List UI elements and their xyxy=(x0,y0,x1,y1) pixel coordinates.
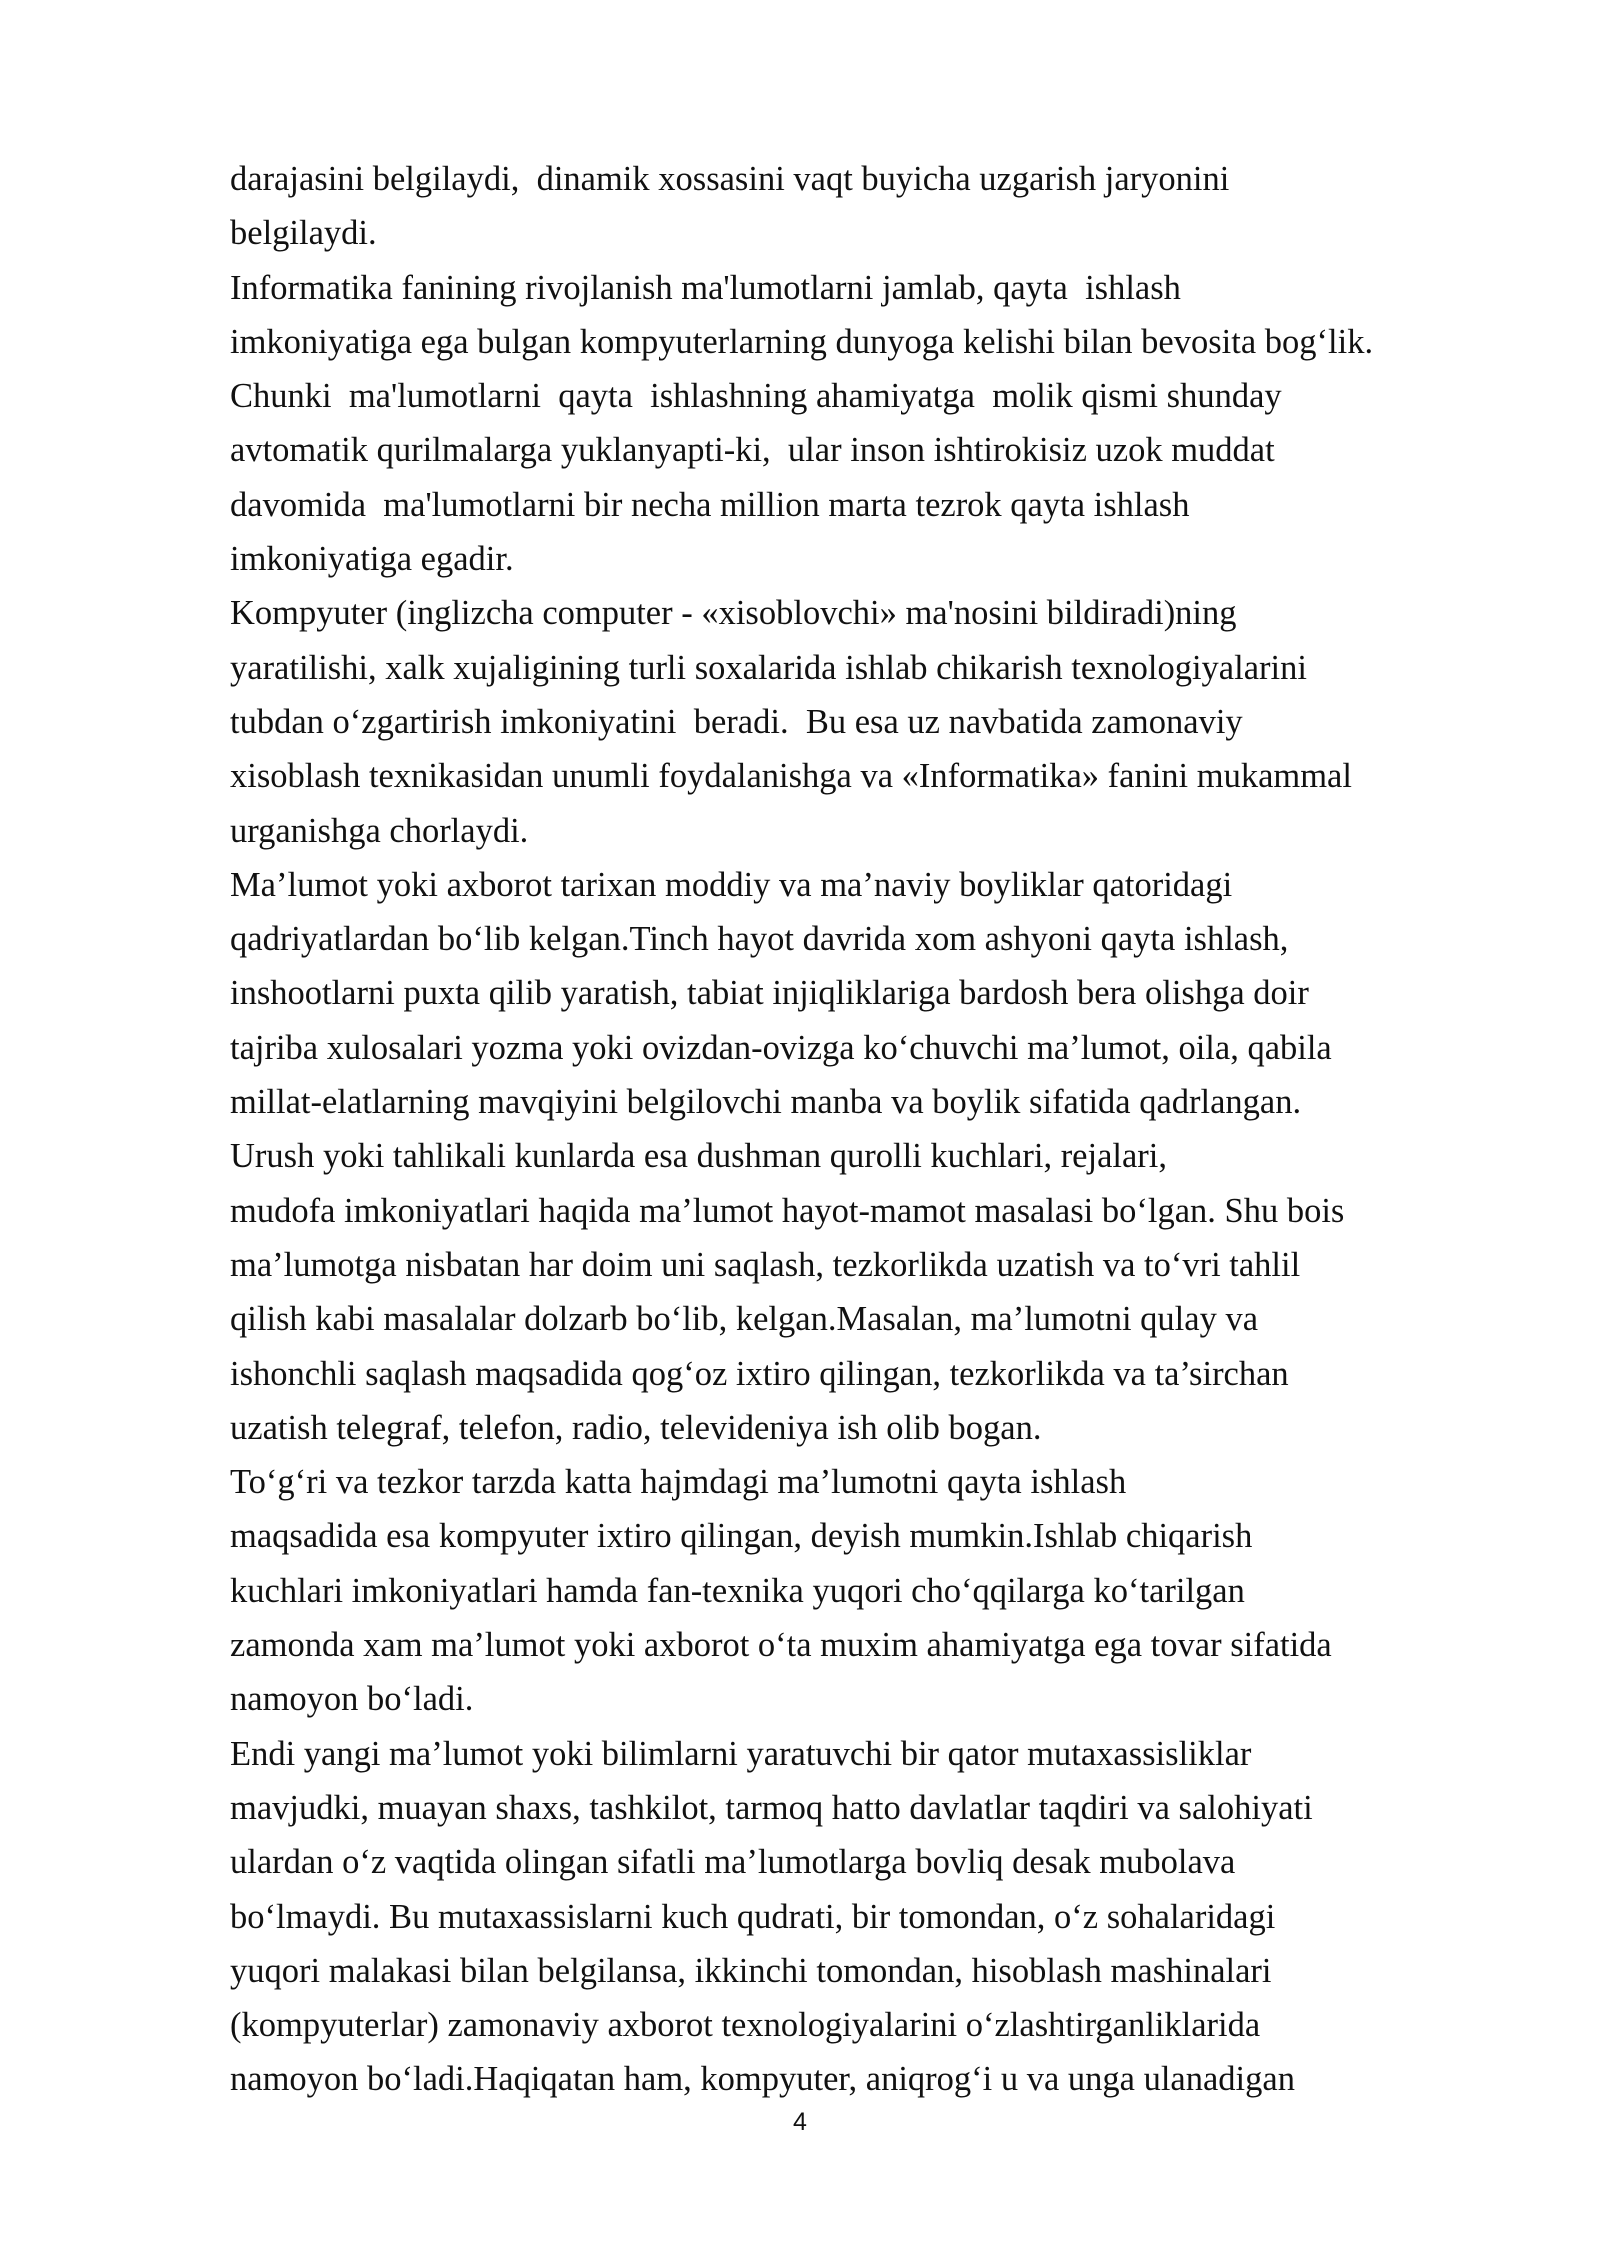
text-line: belgilaydi. xyxy=(230,214,377,253)
text-line: Urush yoki tahlikali kunlarda esa dushman qurolli kuchlari, rejalari, xyxy=(230,1137,1167,1176)
text-line: darajasini belgilaydi, dinamik xossasini vaqt buyicha uzgarish jaryonini xyxy=(230,160,1230,198)
text-line: namoyon bo‘ladi. xyxy=(230,1680,474,1719)
page-number: 4 xyxy=(793,2108,807,2136)
text-line: To‘g‘ri va tezkor tarzda katta hajmdagi ma’lumotni qayta ishlash xyxy=(230,1463,1127,1502)
text-line: imkoniyatiga ega bulgan kompyuterlarning dunyoga kelishi bilan bevosita bog‘lik. xyxy=(230,322,1374,361)
text-line: davomida ma'lumotlarni bir necha million marta tezrok qayta ishlash xyxy=(230,485,1190,524)
text-line: millat-elatlarning mavqiyini belgilovchi manba va boylik sifatida qadrlangan. xyxy=(230,1083,1302,1122)
text-line: Ma’lumot yoki axborot tarixan moddiy va ma’naviy boyliklar qatoridagi xyxy=(230,865,1233,904)
text-line: Kompyuter (inglizcha computer - «xisoblovchi» ma'nosini bildiradi)ning xyxy=(230,594,1237,633)
text-line: mudofa imkoniyatlari haqida ma’lumot hayot-mamot masalasi bo‘lgan. Shu bois xyxy=(230,1191,1345,1230)
text-line: (kompyuterlar) zamonaviy axborot texnologiyalarini o‘zlashtirganliklarida xyxy=(230,2006,1261,2045)
text-line: bo‘lmaydi. Bu mutaxassislarni kuch qudrati, bir tomondan, o‘z sohalaridagi xyxy=(230,1897,1276,1936)
text-line: namoyon bo‘ladi.Haqiqatan ham, kompyuter, aniqrog‘i u va unga ulanadigan xyxy=(230,2060,1295,2099)
text-line: ulardan o‘z vaqtida olingan sifatli ma’lumotlarga bovliq desak mubolava xyxy=(230,1843,1236,1882)
text-line: xisoblash texnikasidan unumli foydalanishga va «Informatika» fanini mukammal xyxy=(230,757,1352,796)
text-line: inshootlarni puxta qilib yaratish, tabiat injiqliklariga bardosh bera olishga doir xyxy=(230,974,1309,1013)
text-line: urganishga chorlaydi. xyxy=(230,811,529,850)
text-line: zamonda xam ma’lumot yoki axborot o‘ta muxim ahamiyatga ega tovar sifatida xyxy=(230,1626,1332,1665)
text-line: Informatika fanining rivojlanish ma'lumotlarni jamlab, qayta ishlash xyxy=(230,268,1181,307)
text-line: maqsadida esa kompyuter ixtiro qilingan, deyish mumkin.Ishlab chiqarish xyxy=(230,1517,1253,1556)
text-line: qadriyatlardan bo‘lib kelgan.Tinch hayot davrida xom ashyoni qayta ishlash, xyxy=(230,920,1289,959)
text-line: avtomatik qurilmalarga yuklanyapti-ki, ular inson ishtirokisiz uzok muddat xyxy=(230,431,1275,470)
text-line: tajriba xulosalari yozma yoki ovizdan-ovizga ko‘chuvchi ma’lumot, oila, qabila xyxy=(230,1028,1332,1067)
text-line: ma’lumotga nisbatan har doim uni saqlash, tezkorlikda uzatish va to‘vri tahlil xyxy=(230,1245,1301,1284)
text-line: ishonchli saqlash maqsadida qog‘oz ixtiro qilingan, tezkorlikda va ta’sirchan xyxy=(230,1354,1289,1393)
text-line: yaratilishi, xalk xujaligining turli soxalarida ishlab chikarish texnologiyalarini xyxy=(230,648,1307,687)
text-line: imkoniyatiga egadir. xyxy=(230,540,514,579)
body-text xyxy=(230,152,1530,2107)
text-line: tubdan o‘zgartirish imkoniyatini beradi. Bu esa uz navbatida zamonaviy xyxy=(230,702,1243,741)
text-line: Chunki ma'lumotlarni qayta ishlashning ahamiyatga molik qismi shunday xyxy=(230,377,1282,416)
text-line: uzatish telegraf, telefon, radio, televideniya ish olib bogan. xyxy=(230,1408,1042,1447)
text-line: Endi yangi ma’lumot yoki bilimlarni yaratuvchi bir qator mutaxassisliklar xyxy=(230,1734,1252,1773)
text-line: mavjudki, muayan shaxs, tashkilot, tarmoq hatto davlatlar taqdiri va salohiyati xyxy=(230,1788,1313,1827)
text-line: yuqori malakasi bilan belgilansa, ikkinchi tomondan, hisoblash mashinalari xyxy=(230,1951,1272,1990)
text-line: qilish kabi masalalar dolzarb bo‘lib, kelgan.Masalan, ma’lumotni qulay va xyxy=(230,1300,1259,1339)
text-line: kuchlari imkoniyatlari hamda fan-texnika yuqori cho‘qqilarga ko‘tarilgan xyxy=(230,1571,1245,1610)
